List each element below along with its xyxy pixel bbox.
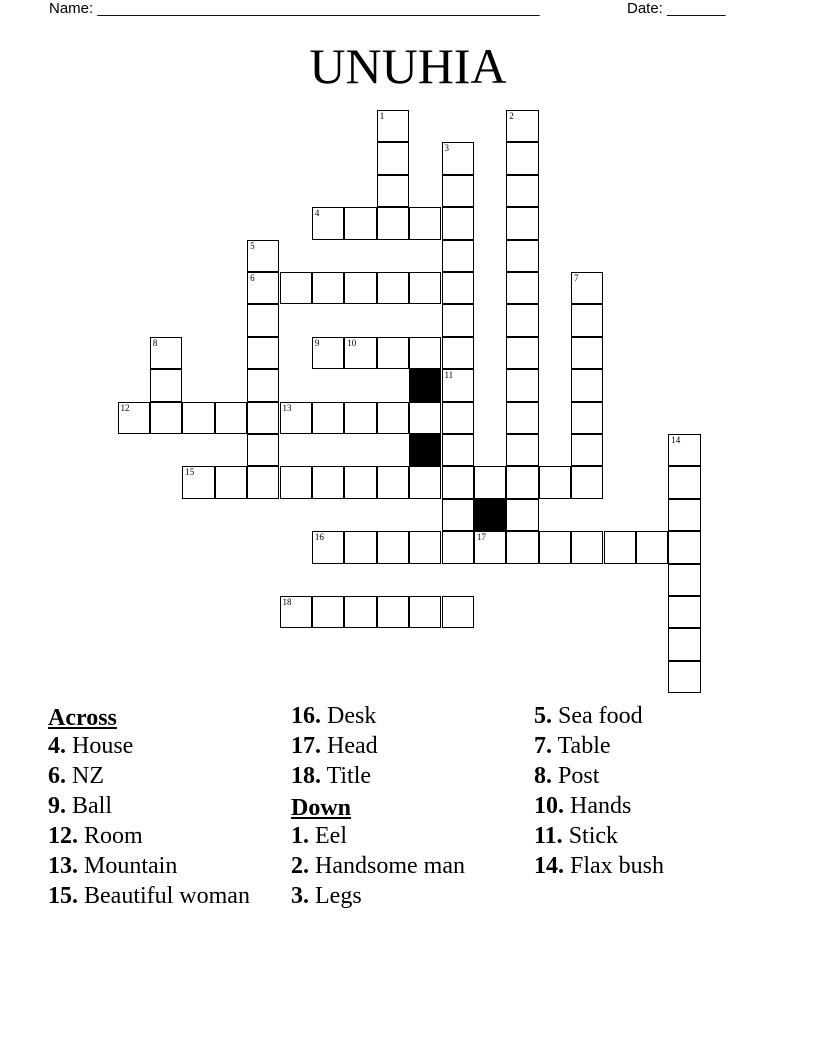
clue-number: 12. <box>48 823 78 849</box>
clue-text: Beautiful woman <box>78 883 250 909</box>
clue-number: 10. <box>534 793 564 819</box>
grid-cell[interactable] <box>668 661 700 693</box>
clue-number: 9 <box>314 337 320 348</box>
clue-item <box>291 703 521 730</box>
clue-number: 17 <box>476 532 486 543</box>
grid-cell[interactable] <box>409 466 441 498</box>
clue-number: 3 <box>444 143 449 154</box>
grid-cell[interactable] <box>312 272 344 304</box>
clue-number: 11 <box>444 370 454 381</box>
clue-item <box>534 733 764 760</box>
clue-item <box>291 853 521 880</box>
clue-number: 17. <box>291 733 321 759</box>
grid-cell[interactable] <box>247 337 279 369</box>
clue-column-1 <box>48 703 278 913</box>
clue-number: 9. <box>48 793 66 819</box>
clue-number: 13. <box>48 853 78 879</box>
clue-number: 6 <box>250 273 255 283</box>
grid-cell[interactable] <box>442 175 474 207</box>
clue-number: 7 <box>574 273 579 283</box>
clue-number: 18. <box>291 763 321 789</box>
grid-cell[interactable] <box>377 596 409 628</box>
clue-text: Hands <box>564 793 632 819</box>
clue-text: Eel <box>309 823 347 849</box>
grid-cell[interactable] <box>344 596 376 628</box>
grid-cell[interactable] <box>247 466 279 498</box>
black-cell <box>474 499 506 531</box>
grid-cell[interactable] <box>442 142 474 174</box>
grid-cell[interactable] <box>409 596 441 628</box>
clue-item <box>534 763 764 790</box>
grid-cell[interactable] <box>377 207 409 239</box>
clue-column-2 <box>291 703 521 913</box>
clue-item <box>291 733 521 760</box>
grid-cell[interactable] <box>344 402 376 434</box>
grid-cell[interactable] <box>344 207 376 239</box>
grid-cell[interactable] <box>571 337 603 369</box>
grid-cell[interactable] <box>312 531 344 563</box>
grid-cell[interactable] <box>474 531 506 563</box>
grid-cell[interactable] <box>442 531 474 563</box>
across-clue-list-cont <box>291 703 521 790</box>
grid-cell[interactable] <box>247 434 279 466</box>
clue-text: Head <box>321 733 378 759</box>
grid-cell[interactable] <box>312 402 344 434</box>
clue-number: 2. <box>291 853 309 879</box>
grid-cell[interactable] <box>506 466 538 498</box>
grid-cell[interactable] <box>442 434 474 466</box>
clue-text: Desk <box>321 703 377 729</box>
grid-cell[interactable] <box>539 531 571 563</box>
down-clue-list-cont <box>534 703 764 880</box>
clue-text: Sea food <box>552 703 643 729</box>
clue-text: Title <box>321 763 372 789</box>
clue-text: Table <box>552 733 611 759</box>
grid-cell[interactable] <box>506 272 538 304</box>
grid-cell[interactable] <box>377 110 409 142</box>
clue-item <box>48 733 278 760</box>
clue-number: 12 <box>120 402 130 413</box>
grid-cell[interactable] <box>312 466 344 498</box>
clue-number: 2 <box>509 111 514 121</box>
grid-cell[interactable] <box>312 207 344 239</box>
clue-item <box>291 823 521 850</box>
grid-cell[interactable] <box>571 434 603 466</box>
clue-number: 1 <box>379 111 385 121</box>
grid-cell[interactable] <box>280 272 312 304</box>
grid-cell[interactable] <box>571 272 603 304</box>
grid-cell[interactable] <box>247 272 279 304</box>
clue-item <box>291 763 521 790</box>
clue-item <box>534 793 764 820</box>
clue-column-3 <box>534 703 764 883</box>
grid-cell[interactable] <box>377 531 409 563</box>
grid-cell[interactable] <box>150 402 182 434</box>
grid-cell[interactable] <box>377 272 409 304</box>
grid-cell[interactable] <box>506 499 538 531</box>
down-heading: Down <box>291 795 352 821</box>
grid-cell[interactable] <box>377 466 409 498</box>
clue-number: 13 <box>282 402 292 413</box>
clue-text: House <box>66 733 134 759</box>
grid-cell[interactable] <box>118 402 150 434</box>
clue-text: Flax bush <box>564 853 665 879</box>
clue-item <box>534 823 764 850</box>
clue-number: 15. <box>48 883 78 909</box>
clue-text: Mountain <box>78 853 178 879</box>
grid-cell[interactable] <box>280 596 312 628</box>
clue-text: Post <box>552 763 600 789</box>
clue-number: 5 <box>250 240 255 251</box>
grid-cell[interactable] <box>442 499 474 531</box>
grid-cell[interactable] <box>668 499 700 531</box>
grid-cell[interactable] <box>506 434 538 466</box>
clue-text: Handsome man <box>309 853 465 879</box>
grid-cell[interactable] <box>280 402 312 434</box>
grid-cell[interactable] <box>247 240 279 272</box>
grid-cell[interactable] <box>377 337 409 369</box>
grid-cell[interactable] <box>506 337 538 369</box>
clue-number: 15 <box>185 467 195 478</box>
grid-cell[interactable] <box>506 531 538 563</box>
grid-cell[interactable] <box>506 369 538 401</box>
grid-cell[interactable] <box>571 402 603 434</box>
clue-number: 10 <box>347 337 357 348</box>
puzzle-title: UNUHIA <box>309 38 507 94</box>
grid-cell[interactable] <box>312 337 344 369</box>
grid-cell[interactable] <box>377 175 409 207</box>
across-heading: Across <box>48 705 117 731</box>
grid-cell[interactable] <box>539 466 571 498</box>
grid-cell[interactable] <box>571 369 603 401</box>
clue-number: 7. <box>534 733 552 759</box>
clue-number: 4. <box>48 733 66 759</box>
grid-cell[interactable] <box>182 402 214 434</box>
across-clue-list <box>48 733 278 910</box>
clue-number: 8 <box>152 337 158 348</box>
grid-cell[interactable] <box>409 337 441 369</box>
grid-cell[interactable] <box>506 207 538 239</box>
grid-cell[interactable] <box>442 466 474 498</box>
clue-item <box>48 793 278 820</box>
clue-number: 14 <box>671 435 681 445</box>
black-cell <box>409 369 441 401</box>
grid-cell[interactable] <box>344 337 376 369</box>
clue-text: Ball <box>66 793 112 819</box>
grid-cell[interactable] <box>409 272 441 304</box>
grid-cell[interactable] <box>150 337 182 369</box>
grid-cell[interactable] <box>442 337 474 369</box>
grid-cell[interactable] <box>506 240 538 272</box>
grid-cell[interactable] <box>409 402 441 434</box>
grid-cell[interactable] <box>636 531 668 563</box>
clue-number: 6. <box>48 763 66 789</box>
name-line: Name: _____________________________________________________ <box>49 0 540 17</box>
clue-number: 16. <box>291 703 321 729</box>
grid-cell[interactable] <box>409 531 441 563</box>
clue-number: 16 <box>314 532 324 543</box>
clue-text: Legs <box>309 883 362 909</box>
grid-cell[interactable] <box>442 402 474 434</box>
grid-cell[interactable] <box>668 596 700 628</box>
grid-cell[interactable] <box>506 304 538 336</box>
grid-cell[interactable] <box>442 272 474 304</box>
grid-cell[interactable] <box>571 466 603 498</box>
grid-cell[interactable] <box>442 207 474 239</box>
grid-cell[interactable] <box>442 369 474 401</box>
grid-cell[interactable] <box>474 466 506 498</box>
grid-cell[interactable] <box>409 207 441 239</box>
clue-text: Room <box>78 823 143 849</box>
clue-item <box>48 823 278 850</box>
date-line: Date: _______ <box>627 0 726 17</box>
grid-cell[interactable] <box>668 466 700 498</box>
clue-text: NZ <box>66 763 104 789</box>
clue-item <box>534 853 764 880</box>
grid-cell[interactable] <box>506 175 538 207</box>
grid-cell[interactable] <box>215 466 247 498</box>
down-clue-list <box>291 823 521 910</box>
clue-number: 14. <box>534 853 564 879</box>
clue-text: Stick <box>562 823 619 849</box>
clue-item <box>48 883 278 910</box>
grid-cell[interactable] <box>506 110 538 142</box>
clue-item <box>48 853 278 880</box>
clue-number: 18 <box>282 597 292 607</box>
grid-cell[interactable] <box>571 304 603 336</box>
grid-cell[interactable] <box>668 434 700 466</box>
grid-cell[interactable] <box>247 369 279 401</box>
grid-cell[interactable] <box>442 304 474 336</box>
clue-number: 5. <box>534 703 552 729</box>
clue-number: 11. <box>534 823 563 849</box>
grid-cell[interactable] <box>668 628 700 660</box>
grid-cell[interactable] <box>344 531 376 563</box>
grid-cell[interactable] <box>442 596 474 628</box>
clue-number: 3. <box>291 883 309 909</box>
grid-cell[interactable] <box>506 402 538 434</box>
grid-cell[interactable] <box>668 531 700 563</box>
grid-cell[interactable] <box>280 466 312 498</box>
grid-cell[interactable] <box>604 531 636 563</box>
clue-number: 1. <box>291 823 309 849</box>
grid-cell[interactable] <box>150 369 182 401</box>
grid-cell[interactable] <box>506 142 538 174</box>
clue-number: 4 <box>314 208 320 219</box>
grid-cell[interactable] <box>571 531 603 563</box>
black-cell <box>409 434 441 466</box>
grid-cell[interactable] <box>247 402 279 434</box>
grid-cell[interactable] <box>312 596 344 628</box>
grid-cell[interactable] <box>247 304 279 336</box>
grid-cell[interactable] <box>668 564 700 596</box>
grid-cell[interactable] <box>377 402 409 434</box>
clue-item <box>291 883 521 910</box>
clue-item <box>534 703 764 730</box>
grid-cell[interactable] <box>344 466 376 498</box>
grid-cell[interactable] <box>215 402 247 434</box>
grid-cell[interactable] <box>182 466 214 498</box>
clue-item <box>48 763 278 790</box>
grid-cell[interactable] <box>344 272 376 304</box>
clue-number: 8. <box>534 763 552 789</box>
grid-cell[interactable] <box>377 142 409 174</box>
grid-cell[interactable] <box>442 240 474 272</box>
